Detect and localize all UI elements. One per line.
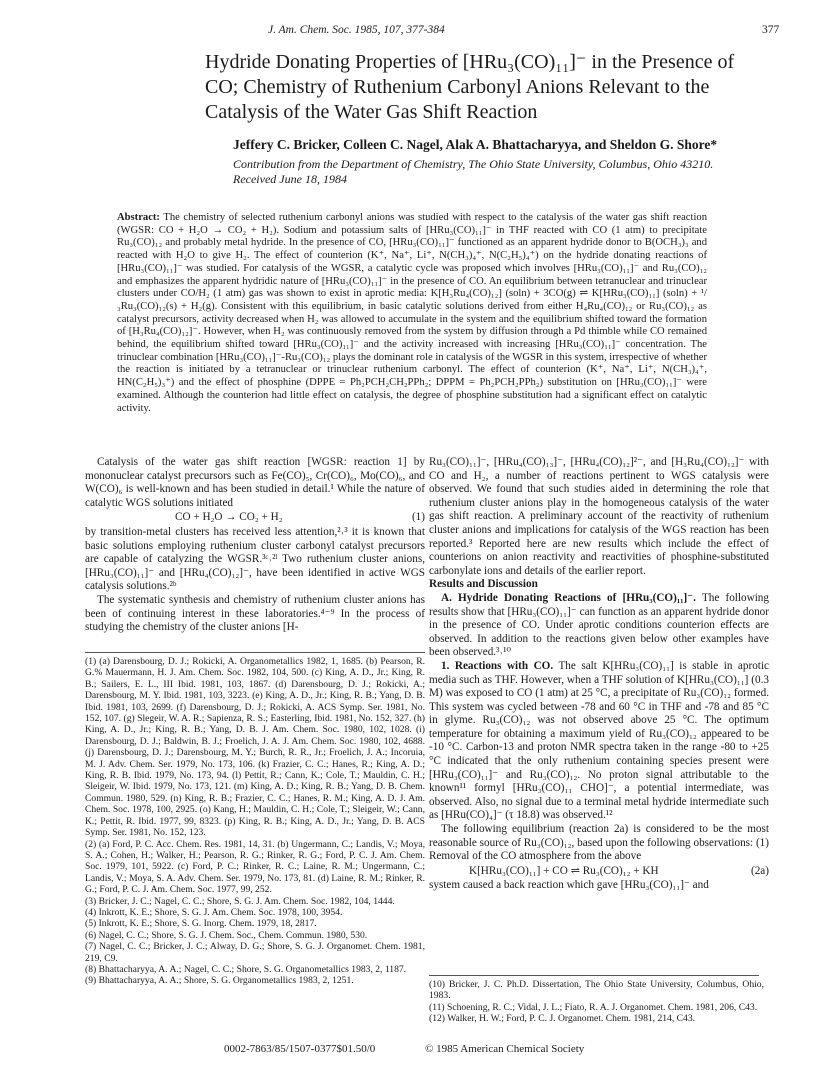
reference-item: (12) Walker, H. W.; Ford, P. C. J. Organomet. Chem. 1981, 214, C43.	[429, 1013, 696, 1025]
abstract-label: Abstract:	[117, 212, 160, 223]
paragraph: The systematic synthesis and chemistry of ruthenium cluster anions has been of continuing interest in these laboratories.⁴⁻⁹ In the process of studying the chemistry of the cluster anions [H-	[85, 593, 425, 634]
left-references	[85, 656, 425, 987]
abstract	[117, 212, 707, 415]
equation-1	[85, 511, 425, 525]
item-heading: 1. Reactions with CO.	[441, 659, 554, 672]
paragraph: The following equilibrium (reaction 2a) is considered to be the most reasonable source of Ru₃(CO)₁₂, based upon the following observations: (1) Removal of the CO atmosphere from the above	[429, 823, 769, 863]
abstract-text: The chemistry of selected ruthenium carbonyl anions was studied with respect to the catalysis of the water gas shift reaction (WGSR: CO + H₂O → CO₂ + H₂). Sodium and potassium salts of [HRu₃(CO)₁₁]⁻ in THF reacted with CO (1 atm) to precipitate Ru₃(CO)₁₂ and probably metal hydride. In the presence of CO, [HRu₃(CO)₁₁]⁻ functioned as an apparent hydride donor to B(OCH₃)₃ and reacted with H₂O to give H₂. The effect of counterion (K⁺, Na⁺, Li⁺, N(CH₃)₄⁺, N(C₂H₅)₄⁺) on the hydride donating reactions of [HRu₃(CO)₁₁]⁻ was studied. For catalysis of the WGSR, a catalytic cycle was proposed which involves [HRu₃(CO)₁₁]⁻ and Ru₃(CO)₁₂ and emphasizes the apparent hydridic nature of [HRu₃(CO)₁₁]⁻ in the presence of CO. An equilibrium between tetranuclear and trinuclear clusters under CO/H₂ (1 atm) gas was shown to exist in aprotic media: K[H₃Ru₄(CO)₁₂] (soln) + 3CO(g) ⇌ K[HRu₃(CO)₁₁] (soln) + ¹/₃Ru₃(CO)₁₂(s) + H₂(g). Consistent with this equilibrium, in basic catalytic solutions derived from either H₄Ru₄(CO)₁₂ or Ru₃(CO)₁₂ as catalyst precursors, activity decreased when H₂ was allowed to accumulate in the system and the equilibrium shifted toward the formation of [H₃Ru₄(CO)₁₂]⁻. However, when H₂ was continuously removed from the system by diffusion through a Pd thimble while CO remained behind, the equilibrium shifted toward [HRu₃(CO)₁₁]⁻ and the activity increased with increasing [HRu₃(CO)₁₁]⁻ concentration. The trinuclear combination [HRu₃(CO)₁₁]⁻-Ru₃(CO)₁₂ plays the dominant role in catalysis of the WGSR in this system, irrespective of whether the reaction is initiated by a tetranuclear or trinuclear ruthenium carbonyl. The effect of counterion (K⁺, Na⁺, Li⁺, N(CH₃)₄⁺, HN(C₂H₅)₃⁺) and the effect of phosphine (DPPE = Ph₂PCH₂CH₂PPh₂; DPPM = Ph₂PCH₂PPh₂) substitution on [HRu₃(CO)₁₁]⁻ were examined. Although the counterion had little effect on catalysis, the degree of phosphine substitution had a significant effect on catalytic activity.	[117, 212, 707, 414]
footnote-divider	[429, 975, 759, 976]
equation-2a	[429, 865, 769, 879]
paragraph: by transition-metal clusters has received less attention,²˒³ it is known that basic solutions employing ruthenium cluster carbonyl catalyst precursors are capable of catalyzing the WGSR.³ᶜ˒²ˡ Two ruthenium cluster anions, [HRu₃(CO)₁₁]⁻ and [HRu₄(CO)₁₂]⁻, have been identified in active WGS catalysis solutions.²ᵇ	[85, 525, 425, 593]
paragraph: The salt K[HRu₃(CO)₁₁] is stable in aprotic media such as THF. However, when a THF solution of K[HRu₃(CO)₁₁] (0.3 M) was exposed to CO (1 atm) at 25 °C, a precipitate of Ru₃(CO)₁₂ formed. This system was cycled between -78 and 60 °C in THF and -78 and 85 °C in glyme. Ru₃(CO)₁₂ was not observed above 25 °C. The optimum temperature for obtaining a maximum yield of Ru₃(CO)₁₂ appeared to be -10 °C. Carbon-13 and proton NMR spectra taken in the range -80 to +25 °C indicated that the only ruthenium containing species present were [HRu₃(CO)₁₁]⁻ and Ru₃(CO)₁₂. No proton signal attributable to the known¹¹ formyl [HRu₃(CO)₁₁ CHO]⁻, a potential intermediate, was observed. Also, no signal due to a terminal metal hydride intermediate such as [HRu(CO)₄]⁻ (τ 18.8) was observed.¹²	[429, 659, 769, 822]
reference-item: (9) Bhattacharyya, A. A.; Shore, S. G. Organometallics 1983, 2, 1251.	[85, 975, 354, 987]
reference-item: (10) Bricker, J. C. Ph.D. Dissertation, The Ohio State University, Columbus, Ohio, 1983.	[429, 979, 764, 1002]
copyright: © 1985 American Chemical Society	[425, 1043, 585, 1055]
reference-item: (1) (a) Darensbourg, D. J.; Rokicki, A. Organometallics 1982, 1, 1685. (b) Pearson, R. G.% Mauermann, H. J. Am. Chem. Soc. 1982, 104, 500. (c) King, A. D., Jr.; King, R. B.; Sailers, E. L., III Ibid. 1981, 103, 1867. (d) Darensbourg, D. J.; Rokicki, A.; Darensbourg, M. Y. Ibid. 1981, 103, 3223. (e) King, A. D., Jr.; King, R. B.; Yang, D. B. Ibid. 1981, 103, 2699. (f) Darensbourg, D. J.; Rokicki, A. ACS Symp. Ser. 1981, No. 152, 107. (g) Slegeir, W. A. R.; Sapienza, R. S.; Easterling, Ibid. 1981, No. 152, 327. (h) King, A. D., Jr.; King, R. B.; Yang, D. B. J. Am. Chem. Soc. 1980, 102, 1028. (i) Darensbourg, D. J.; Baldwin, B. J.; Froelich, J. A. J. Am. Chem. Soc. 1980, 102, 4688. (j) Darensbourg, D. J.; Darensbourg, M. Y.; Burch, R. R., Jr.; Froelich, J. A.; Incoruia, M. J. Adv. Chem. Ser. 1979, No. 173, 106. (k) Frazier, C. C.; Hanes, R.; King, A. D.; King, R. B. Ibid. 1979, No. 173, 94. (l) Pettit, R.; Cann, K.; Cole, T.; Mauldin, C. H.; Sleigeir, W. Ibid. 1979, No. 173, 121. (m) King, A. D.; King, R. B.; Yang, D. B. Chem. Commun. 1980, 529. (n) King, R. B.; Frazier, C. C.; Hanes, R. M.; King, A. D. J. Am. Chem. Soc. 1978, 100, 2925. (o) Kang, H.; Mauldin, C. H.; Cole, T.; Sleigeir, W.; Cann, K.; Pettit, R. Ibid. 1977, 99, 8323. (p) King, R. B.; King, A. D., Jr.; Yang, D. B. ACS Symp. Ser. 1981, No. 152, 123.	[85, 656, 425, 839]
author-list: Jeffery C. Bricker, Colleen C. Nagel, Alak A. Bhattacharyya, and Sheldon G. Shore*	[233, 137, 718, 152]
footnote-divider	[85, 652, 425, 653]
reference-item: (8) Bhattacharyya, A. A.; Nagel, C. C.; Shore, S. G. Organometallics 1983, 2, 1187.	[85, 963, 407, 975]
reference-item: (4) Inkrott, K. E.; Shore, S. G. J. Am. Chem. Soc. 1978, 100, 3954.	[85, 906, 343, 918]
equation-number: (1)	[411, 511, 425, 524]
affiliation: Contribution from the Department of Chemistry, The Ohio State University, Columbus, Ohio 43210. Received June 18, 1984	[233, 157, 714, 186]
running-header	[0, 24, 821, 40]
article-code: 0002-7863/85/1507-0377$01.50/0	[224, 1043, 376, 1055]
reference-item: (2) (a) Ford, P. C. Acc. Chem. Res. 1981, 14, 31. (b) Ungermann, C.; Landis, V.; Moya, S. A.; Cohen, H.; Walker, H.; Pearson, R. G.; Rinker, R. G.; Ford, P. C. J. Am. Chem. Soc. 1979, 101, 5922. (c) Ford, P. C.; Rinker, R. C.; Laine, R. M.; Ungermann, C.; Landis, V.; Moya, S. A. Adv. Chem. Ser. 1979, No. 173, 81. (d) Laine, R. M.; Rinker, R. G.; Ford, P. C. J. Am. Chem. Soc. 1977, 99, 252.	[85, 838, 425, 896]
paragraph: Catalysis of the water gas shift reaction [WGSR: reaction 1] by mononuclear catalyst precursors such as Fe(CO)₅, Cr(CO)₆, Mo(CO)₆, and W(CO)₆ is well-known and has been studied in detail.¹ While the nature of catalytic WGS solutions initiated	[85, 456, 425, 509]
paragraph: system caused a back reaction which gave [HRu₃(CO)₁₁]⁻ and	[429, 879, 709, 892]
equation-text: CO + H₂O → CO₂ + H₂	[175, 511, 283, 524]
reference-item: (6) Nagel, C. C.; Shore, S. G. J. Chem. Soc., Chem. Commun. 1980, 530.	[85, 929, 368, 941]
journal-citation: J. Am. Chem. Soc. 1985, 107, 377-384	[268, 24, 445, 36]
reference-item: (11) Schoening, R. C.; Vidal, J. L.; Fiato, R. A. J. Organomet. Chem. 1981, 206, C43.	[429, 1001, 758, 1013]
paragraph: Ru₃(CO)₁₁]⁻, [HRu₄(CO)₁₃]⁻, [HRu₄(CO)₁₂]²⁻, and [H₃Ru₄(CO)₁₂]⁻ with CO and H₂, a number of reactions pertinent to WGS catalysis were observed. We found that such studies aided in determining the role that ruthenium cluster anions play in the homogeneous catalysis of the water gas shift reaction. A preliminary account of the reactivity of ruthenium cluster anions and implications for catalysis of the WGS reaction has been reported.³ Reported here are new results which include the effect of counterions on anion reactivity and reactivities of phosphine-substituted carbonylate ions and details of the earlier report.	[429, 456, 769, 577]
reference-item: (7) Nagel, C. C.; Bricker, J. C.; Alway, D. G.; Shore, S. G. J. Organomet. Chem. 1981, 219, C9.	[85, 941, 425, 964]
reference-item: (5) Inkrott, K. E.; Shore, S. G. Inorg. Chem. 1979, 18, 2817.	[85, 918, 317, 930]
paragraph: The following results show that [HRu₃(CO)₁₁]⁻ can function as an apparent hydride donor in the presence of CO. Under aprotic conditions counterion effects are observed. In addition to the reactions given below other examples have been observed.³˒¹⁰	[429, 591, 769, 659]
left-column	[85, 456, 425, 635]
page-number: 377	[762, 24, 780, 36]
subsection-heading: A. Hydride Donating Reactions of [HRu₃(CO)₁₁]⁻.	[441, 591, 696, 604]
equation-number: (2a)	[750, 864, 769, 877]
reference-item: (3) Bricker, J. C.; Nagel, C. C.; Shore, S. G. J. Am. Chem. Soc. 1982, 104, 1444.	[85, 895, 395, 907]
right-column	[429, 456, 769, 893]
right-references	[429, 979, 764, 1025]
equation-text: K[HRu₃(CO)₁₁] + CO ⇌ Ru₃(CO)₁₂ + KH	[469, 864, 659, 877]
section-heading: Results and Discussion	[429, 578, 538, 591]
article-title: Hydride Donating Properties of [HRu₃(CO)₁₁]⁻ in the Presence of CO; Chemistry of Ruthenium Carbonyl Anions Relevant to the Catalysis of the Water Gas Shift Reaction	[205, 51, 735, 123]
